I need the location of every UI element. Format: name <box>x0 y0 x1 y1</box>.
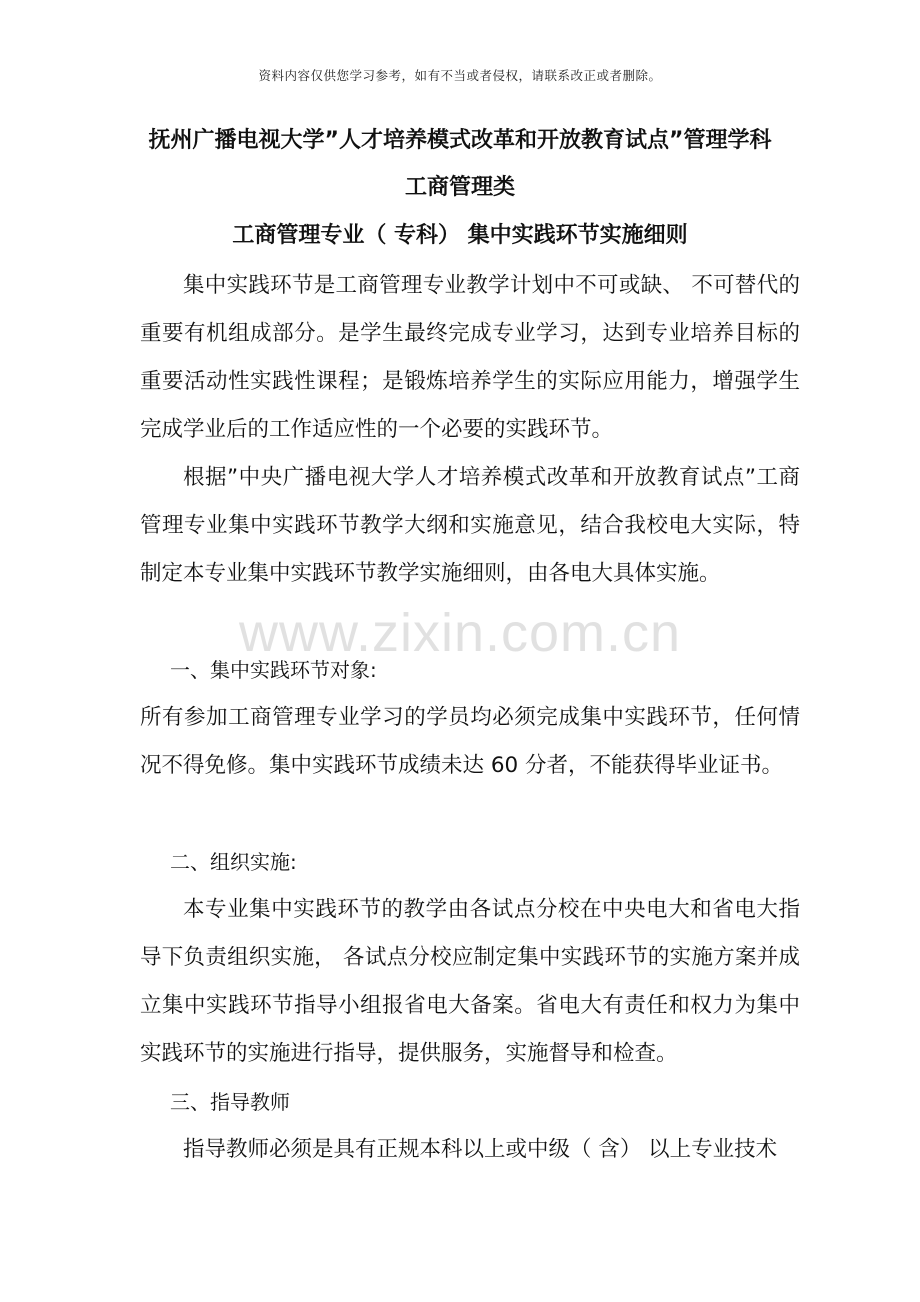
section2-heading: 二、组织实施: <box>170 850 297 874</box>
document-title-line3: 工商管理专业（ 专科） 集中实践环节实施细则 <box>232 223 688 248</box>
section1-paragraph: 所有参加工商管理专业学习的学员均必须完成集中实践环节，任何情况不得免修。集中实践环节成绩未达 60 分者，不能获得毕业证书。 <box>140 705 800 778</box>
section3-paragraph: 指导教师必须是具有正规本科以上或中级（ 含） 以上专业技术 <box>183 1137 778 1162</box>
document-title-line2: 工商管理类 <box>404 175 515 200</box>
disclaimer-notice: 资料内容仅供您学习参考，如有不当或者侵权，请联系改正或者删除。 <box>258 68 662 83</box>
document-title-line1: 抚州广播电视大学”人才培养模式改革和开放教育试点”管理学科 <box>148 128 772 153</box>
section1-heading: 一、集中实践环节对象: <box>170 658 377 682</box>
site-watermark: www.zixin.com.cn <box>238 603 682 663</box>
section3-heading: 三、指导教师 <box>170 1090 290 1114</box>
basis-paragraph: 根据”中央广播电视大学人才培养模式改革和开放教育试点”工商管理专业集中实践环节教学大纲和实施意见，结合我校电大实际，特制定本专业集中实践环节教学实施细则，由各电大具体实施。 <box>140 465 800 586</box>
intro-paragraph: 集中实践环节是工商管理专业教学计划中不可或缺、 不可替代的重要有机组成部分。是学生最终完成专业学习，达到专业培养目标的重要活动性实践性课程；是锻炼培养学生的实际应用能力，增强学生完成学业后的工作适应性的一个必要的实践环节。 <box>140 273 800 442</box>
section2-paragraph: 本专业集中实践环节的教学由各试点分校在中央电大和省电大指导下负责组织实施， 各试点分校应制定集中实践环节的实施方案并成立集中实践环节指导小组报省电大备案。省电大有责任和权力为集中实践环节的实施进行指导，提供服务，实施督导和检查。 <box>140 897 800 1066</box>
